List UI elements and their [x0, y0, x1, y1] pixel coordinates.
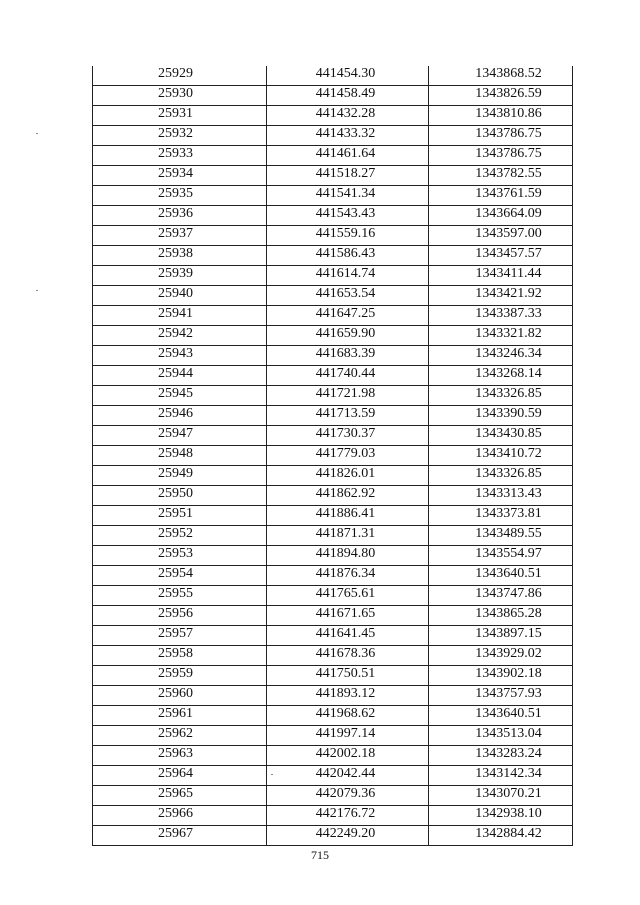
northing-cell: 1343897.15 — [429, 626, 573, 646]
point-id-cell: 25947 — [93, 426, 267, 446]
point-id-cell: 25958 — [93, 646, 267, 666]
northing-cell: 1343786.75 — [429, 126, 573, 146]
point-id-cell: 25934 — [93, 166, 267, 186]
point-id-cell: 25964 — [93, 766, 267, 786]
point-id-cell: 25945 — [93, 386, 267, 406]
table-row — [93, 226, 573, 246]
point-id-cell: 25942 — [93, 326, 267, 346]
northing-cell: 1343268.14 — [429, 366, 573, 386]
table-row — [93, 506, 573, 526]
point-id-cell: 25950 — [93, 486, 267, 506]
table-row — [93, 286, 573, 306]
coordinates-table — [92, 66, 573, 846]
northing-cell: 1343554.97 — [429, 546, 573, 566]
table-row — [93, 146, 573, 166]
point-id-cell: 25960 — [93, 686, 267, 706]
northing-cell: 1343761.59 — [429, 186, 573, 206]
easting-cell: 441997.14 — [267, 726, 429, 746]
easting-cell: 441454.30 — [267, 66, 429, 86]
northing-cell: 1343410.72 — [429, 446, 573, 466]
easting-cell: 441740.44 — [267, 366, 429, 386]
point-id-cell: 25937 — [93, 226, 267, 246]
table-row — [93, 106, 573, 126]
northing-cell: 1343810.86 — [429, 106, 573, 126]
northing-cell: 1343640.51 — [429, 706, 573, 726]
point-id-cell: 25948 — [93, 446, 267, 466]
table-row — [93, 466, 573, 486]
easting-cell: 441432.28 — [267, 106, 429, 126]
easting-cell: 441721.98 — [267, 386, 429, 406]
point-id-cell: 25938 — [93, 246, 267, 266]
scan-speck — [36, 290, 38, 291]
point-id-cell: 25946 — [93, 406, 267, 426]
table-row — [93, 446, 573, 466]
table-row — [93, 606, 573, 626]
easting-cell: 441894.80 — [267, 546, 429, 566]
easting-cell: 441541.34 — [267, 186, 429, 206]
point-id-cell: 25953 — [93, 546, 267, 566]
northing-cell: 1343664.09 — [429, 206, 573, 226]
northing-cell: 1343373.81 — [429, 506, 573, 526]
point-id-cell: 25951 — [93, 506, 267, 526]
easting-cell: 441886.41 — [267, 506, 429, 526]
table-row — [93, 306, 573, 326]
table-row — [93, 206, 573, 226]
northing-cell: 1343430.85 — [429, 426, 573, 446]
point-id-cell: 25932 — [93, 126, 267, 146]
table-row — [93, 386, 573, 406]
easting-cell: 441713.59 — [267, 406, 429, 426]
point-id-cell: 25939 — [93, 266, 267, 286]
easting-cell: 441862.92 — [267, 486, 429, 506]
point-id-cell: 25963 — [93, 746, 267, 766]
easting-cell: 441750.51 — [267, 666, 429, 686]
point-id-cell: 25955 — [93, 586, 267, 606]
table-row — [93, 246, 573, 266]
easting-cell: 441433.32 — [267, 126, 429, 146]
table-row — [93, 326, 573, 346]
northing-cell: 1343070.21 — [429, 786, 573, 806]
northing-cell: 1343246.34 — [429, 346, 573, 366]
easting-cell: 441968.62 — [267, 706, 429, 726]
table-row — [93, 66, 573, 86]
easting-cell: 441614.74 — [267, 266, 429, 286]
easting-cell: 441871.31 — [267, 526, 429, 546]
point-id-cell: 25936 — [93, 206, 267, 226]
northing-cell: 1343902.18 — [429, 666, 573, 686]
table-row — [93, 526, 573, 546]
northing-cell: 1343326.85 — [429, 386, 573, 406]
point-id-cell: 25959 — [93, 666, 267, 686]
northing-cell: 1343868.52 — [429, 66, 573, 86]
easting-cell: 441458.49 — [267, 86, 429, 106]
table-row — [93, 486, 573, 506]
page-number: 715 — [311, 848, 329, 862]
table-row — [93, 586, 573, 606]
easting-cell: 441653.54 — [267, 286, 429, 306]
table-row — [93, 646, 573, 666]
table-row — [93, 666, 573, 686]
table-row — [93, 366, 573, 386]
northing-cell: 1343826.59 — [429, 86, 573, 106]
northing-cell: 1343929.02 — [429, 646, 573, 666]
table-row — [93, 86, 573, 106]
point-id-cell: 25957 — [93, 626, 267, 646]
point-id-cell: 25944 — [93, 366, 267, 386]
table-row — [93, 806, 573, 826]
table-row — [93, 186, 573, 206]
point-id-cell: 25929 — [93, 66, 267, 86]
table-row — [93, 706, 573, 726]
northing-cell: 1343865.28 — [429, 606, 573, 626]
point-id-cell: 25956 — [93, 606, 267, 626]
table-row — [93, 826, 573, 846]
easting-cell: 442249.20 — [267, 826, 429, 846]
northing-cell: 1343757.93 — [429, 686, 573, 706]
easting-cell: 441641.45 — [267, 626, 429, 646]
table-row — [93, 686, 573, 706]
northing-cell: 1343421.92 — [429, 286, 573, 306]
table-row — [93, 766, 573, 786]
table-row — [93, 566, 573, 586]
point-id-cell: 25966 — [93, 806, 267, 826]
northing-cell: 1343283.24 — [429, 746, 573, 766]
northing-cell: 1343640.51 — [429, 566, 573, 586]
table-row — [93, 266, 573, 286]
point-id-cell: 25952 — [93, 526, 267, 546]
easting-cell: 441586.43 — [267, 246, 429, 266]
northing-cell: 1342884.42 — [429, 826, 573, 846]
point-id-cell: 25941 — [93, 306, 267, 326]
easting-cell: 441671.65 — [267, 606, 429, 626]
northing-cell: 1343489.55 — [429, 526, 573, 546]
table-row — [93, 406, 573, 426]
easting-cell: 441876.34 — [267, 566, 429, 586]
easting-cell: 441518.27 — [267, 166, 429, 186]
point-id-cell: 25954 — [93, 566, 267, 586]
easting-cell: 441461.64 — [267, 146, 429, 166]
northing-cell: 1343747.86 — [429, 586, 573, 606]
table-row — [93, 126, 573, 146]
northing-cell: 1343457.57 — [429, 246, 573, 266]
point-id-cell: 25949 — [93, 466, 267, 486]
easting-cell: 441765.61 — [267, 586, 429, 606]
northing-cell: 1343142.34 — [429, 766, 573, 786]
table-body — [93, 66, 573, 846]
northing-cell: 1343313.43 — [429, 486, 573, 506]
northing-cell: 1343782.55 — [429, 166, 573, 186]
northing-cell: 1343321.82 — [429, 326, 573, 346]
table-row — [93, 726, 573, 746]
table-row — [93, 166, 573, 186]
northing-cell: 1343597.00 — [429, 226, 573, 246]
easting-cell: 442176.72 — [267, 806, 429, 826]
point-id-cell: 25962 — [93, 726, 267, 746]
point-id-cell: 25940 — [93, 286, 267, 306]
point-id-cell: 25931 — [93, 106, 267, 126]
point-id-cell: 25933 — [93, 146, 267, 166]
table-row — [93, 426, 573, 446]
northing-cell: 1343326.85 — [429, 466, 573, 486]
easting-cell: 441779.03 — [267, 446, 429, 466]
easting-cell: 441730.37 — [267, 426, 429, 446]
northing-cell: 1343411.44 — [429, 266, 573, 286]
easting-cell: 441683.39 — [267, 346, 429, 366]
northing-cell: 1343513.04 — [429, 726, 573, 746]
easting-cell: 441559.16 — [267, 226, 429, 246]
point-id-cell: 25967 — [93, 826, 267, 846]
easting-cell: 441647.25 — [267, 306, 429, 326]
northing-cell: 1342938.10 — [429, 806, 573, 826]
point-id-cell: 25930 — [93, 86, 267, 106]
easting-cell: 442042.44 — [267, 766, 429, 786]
table-row — [93, 626, 573, 646]
point-id-cell: 25935 — [93, 186, 267, 206]
point-id-cell: 25943 — [93, 346, 267, 366]
northing-cell: 1343786.75 — [429, 146, 573, 166]
scan-speck — [271, 774, 273, 775]
point-id-cell: 25961 — [93, 706, 267, 726]
easting-cell: 441893.12 — [267, 686, 429, 706]
easting-cell: 442002.18 — [267, 746, 429, 766]
northing-cell: 1343387.33 — [429, 306, 573, 326]
easting-cell: 442079.36 — [267, 786, 429, 806]
table-row — [93, 786, 573, 806]
easting-cell: 441543.43 — [267, 206, 429, 226]
table-row — [93, 546, 573, 566]
table-row — [93, 346, 573, 366]
easting-cell: 441659.90 — [267, 326, 429, 346]
northing-cell: 1343390.59 — [429, 406, 573, 426]
easting-cell: 441826.01 — [267, 466, 429, 486]
scan-speck — [36, 133, 38, 134]
table-row — [93, 746, 573, 766]
point-id-cell: 25965 — [93, 786, 267, 806]
easting-cell: 441678.36 — [267, 646, 429, 666]
